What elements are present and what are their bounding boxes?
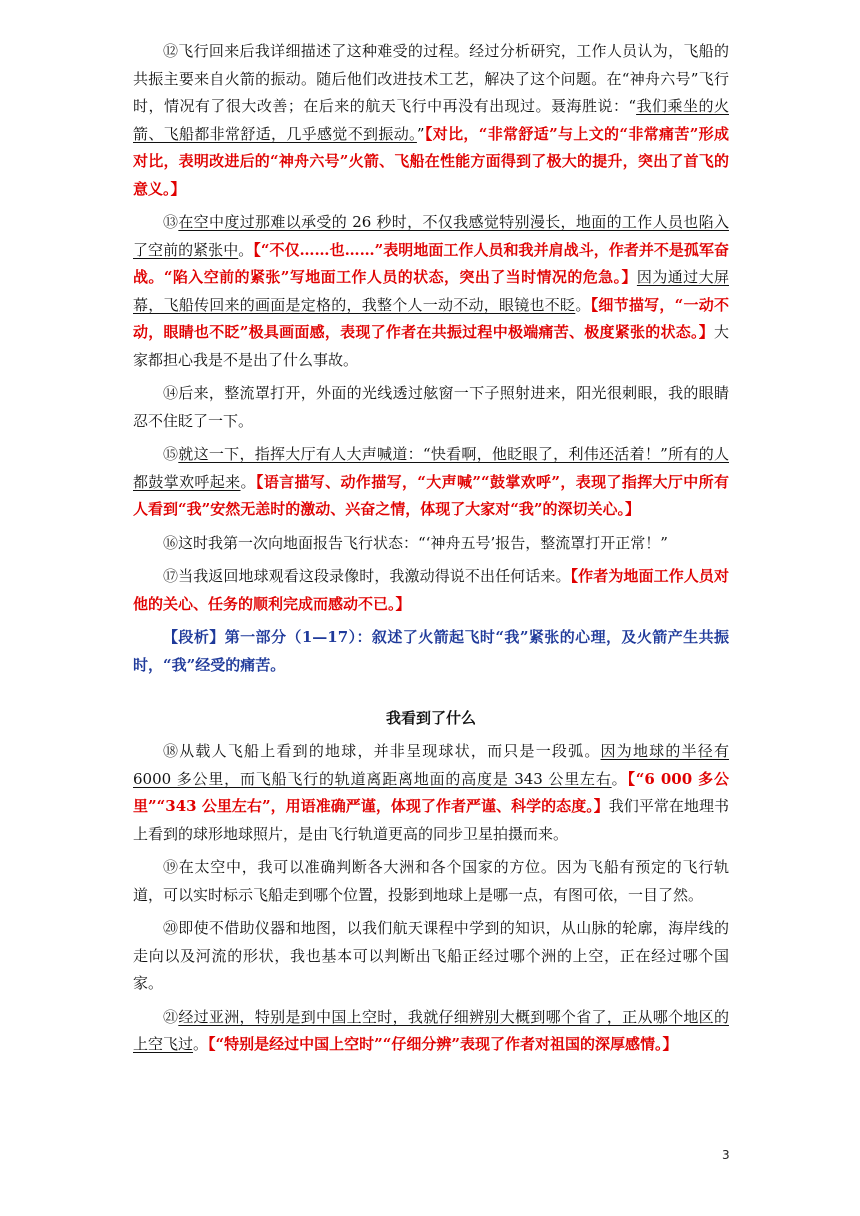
paragraph-13 xyxy=(133,209,729,374)
paragraph-13-underlined-2: 因为通过大屏幕，飞船传回来的画面是定格的，我整个人一动不动，眼镜也不眨 xyxy=(133,268,729,314)
paragraph-13-text-end: 大家都担心我是不是出了什么事故。 xyxy=(133,323,729,369)
paragraph-15-underlined: 就这一下，指挥大厅有人大声喊道：“快看啊，他眨眼了，利伟还活着！”所有的人都鼓掌欢呼起来 xyxy=(133,445,729,491)
paragraph-21-annotation: 【“特别是经过中国上空时”“仔细分辨”表现了作者对祖国的深厚感情。】 xyxy=(208,1035,678,1053)
paragraph-13-underlined-1: 在空中度过那难以承受的 26 秒时，不仅我感觉特别漫长，地面的工作人员也陷入了空前的紧张中 xyxy=(133,213,729,259)
paragraph-17-text: ⑰当我返回地球观看这段录像时，我激动得说不出任何话来。 xyxy=(163,567,571,585)
paragraph-21-number: ㉑ xyxy=(163,1007,179,1026)
paragraph-16: ⑯这时我第一次向地面报告飞行状态：“‘神舟五号’报告，整流罩打开正常！” xyxy=(163,533,668,552)
paragraph-18-punct: 。 xyxy=(611,769,628,788)
paragraph-13-annotation-2: 【细节描写，“一动不动，眼睛也不眨”极具画面感，表现了作者在共振过程中极端痛苦、极度紧张的状态。】 xyxy=(133,295,729,341)
paragraph-13-number: ⑬ xyxy=(163,213,179,231)
paragraph-18-annotation: 【“6 000 多公里”“343 公里左右”，用语准确严谨，体现了作者严谨、科学的态度。】 xyxy=(133,769,729,815)
section-heading: 我看到了什么 xyxy=(385,709,476,727)
paragraph-15 xyxy=(133,441,729,524)
paragraph-18-underlined: 因为地球的半径有 6000 多公里，而飞船飞行的轨道离距离地面的高度是 343 公里左右 xyxy=(133,742,729,788)
paragraph-20: ⑳即使不借助仪器和地图，以我们航天课程中学到的知识，从山脉的轮廓，海岸线的走向以及河流的形状，我也基本可以判断出飞船正经过哪个洲的上空，正在经过哪个国家。 xyxy=(133,919,729,992)
paragraph-13-annotation-1: 【“不仅……也……”表明地面工作人员和我并肩战斗，作者并不是孤军奋战。“陷入空前的紧张”写地面工作人员的状态，突出了当时情况的危急。】 xyxy=(133,240,729,286)
paragraph-12-close-quote: ” xyxy=(416,124,425,143)
paragraph-13-punct-2: 。 xyxy=(575,295,591,314)
paragraph-17 xyxy=(133,563,729,618)
paragraph-17-annotation: 【作者为地面工作人员对他的关心、任务的顺利完成而感动不已。】 xyxy=(133,567,729,613)
paragraph-15-number: ⑮ xyxy=(163,445,179,463)
paragraph-21-underlined: 经过亚洲，特别是到中国上空时，我就仔细辨别大概到哪个省了，正从哪个地区的上空飞过 xyxy=(133,1007,729,1053)
document-body xyxy=(133,38,729,1065)
paragraph-12-annotation: 【对比，“非常舒适”与上文的“非常痛苦”形成对比，表明改进后的“神舟六号”火箭、飞船在性能方面得到了极大的提升，突出了首飞的意义。】 xyxy=(133,124,729,198)
paragraph-18-text: ⑱从载人飞船上看到的地球，并非呈现球状，而只是一段弧。 xyxy=(163,742,601,760)
paragraph-18-text-end: 我们平常在地理书上看到的球形地球照片，是由飞行轨道更高的同步卫星拍摄而来。 xyxy=(133,797,729,843)
paragraph-15-punct: 。 xyxy=(240,472,256,491)
paragraph-13-punct-1: 。 xyxy=(238,240,254,259)
paragraph-12 xyxy=(133,38,729,203)
paragraph-19: ⑲在太空中，我可以准确判断各大洲和各个国家的方位。因为飞船有预定的飞行轨道，可以实时标示飞船走到哪个位置，投影到地球上是哪一点，有图可依，一目了然。 xyxy=(133,858,729,904)
page-number: 3 xyxy=(722,1148,730,1162)
section-analysis: 【段析】第一部分（1—17）：叙述了火箭起飞时“我”紧张的心理，及火箭产生共振时，“我”经受的痛苦。 xyxy=(133,628,729,674)
paragraph-14: ⑭后来，整流罩打开，外面的光线透过舷窗一下子照射进来，阳光很刺眼，我的眼睛忍不住眨了一下。 xyxy=(133,384,729,430)
paragraph-18 xyxy=(133,738,729,848)
paragraph-21-punct: 。 xyxy=(193,1035,209,1053)
paragraph-21 xyxy=(133,1004,729,1059)
paragraph-12-underlined-quote: 我们乘坐的火箭、飞船都非常舒适，几乎感觉不到振动。 xyxy=(133,97,729,143)
paragraph-12-text: ⑫飞行回来后我详细描述了这种难受的过程。经过分析研究，工作人员认为，飞船的共振主要来自火箭的振动。随后他们改进技术工艺，解决了这个问题。在“神舟六号”飞行时，情况有了很大改善；在后来的航天飞行中再没有出现过。聂海胜说：“ xyxy=(133,42,729,115)
paragraph-15-annotation: 【语言描写、动作描写，“大声喊”“鼓掌欢呼”，表现了指挥大厅中所有人看到“我”安然无恙时的激动、兴奋之情，体现了大家对“我”的深切关心。】 xyxy=(133,472,729,518)
